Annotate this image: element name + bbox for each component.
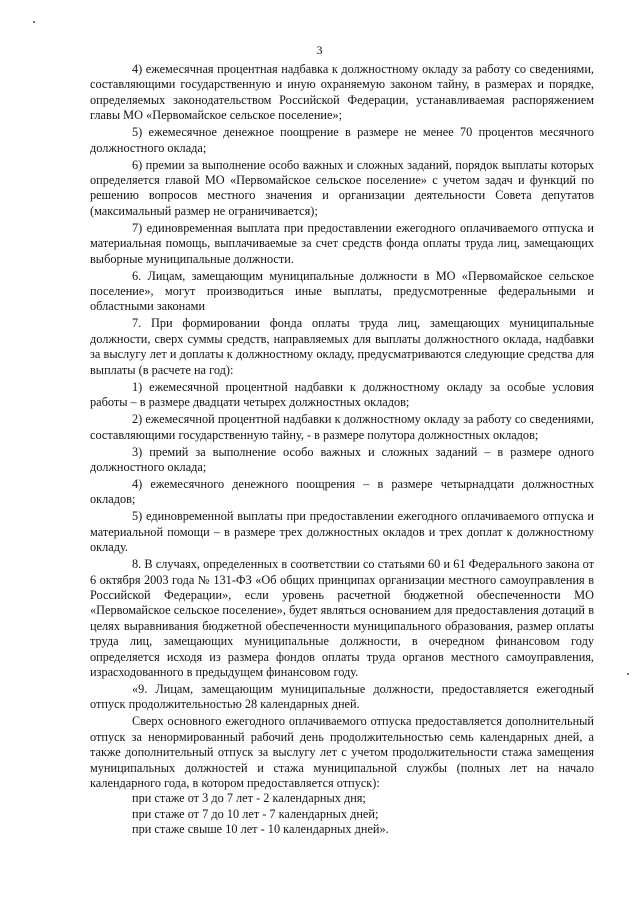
paragraph: 7) единовременная выплата при предоставлении ежегодного оплачиваемого отпуска и материальная помощь, выплачиваемые за счет средств фонда оплаты труда лиц, замещающих выборные муниципальные должности.	[90, 220, 594, 266]
paragraph: 2) ежемесячной процентной надбавки к должностному окладу за работу со сведениями, составляющими государственную тайну, - в размере полутора должностных окладов;	[90, 412, 594, 442]
document-body	[90, 62, 594, 838]
list-item: при стаже свыше 10 лет - 10 календарных дней».	[132, 822, 389, 837]
paragraph: Сверх основного ежегодного оплачиваемого отпуска предоставляется дополнительный отпуск за ненормированный рабочий день продолжительностью семь календарных дней, а также дополнительный отпуск за выслугу лет с учетом продолжительности стажа замещения муниципальных должностей и стажа муниципальной службы (полных лет на начало календарного года, в котором предоставляется отпуск):	[90, 714, 594, 790]
scan-speck	[627, 673, 629, 675]
page-number: 3	[316, 43, 323, 57]
paragraph: 5) единовременной выплаты при предоставлении ежегодного оплачиваемого отпуска и материальной помощи – в размере трех должностных окладов и трех доплат к должностному окладу.	[90, 509, 594, 555]
paragraph: 3) премий за выполнение особо важных и сложных заданий – в размере одного должностного оклада;	[90, 444, 594, 474]
paragraph: 1) ежемесячной процентной надбавки к должностному окладу за особые условия работы – в размере двадцати четырех должностных окладов;	[90, 379, 594, 410]
scan-speck	[33, 21, 35, 23]
paragraph: 6) премии за выполнение особо важных и сложных заданий, порядок выплаты которых определяется главой МО «Первомайское сельское поселение» с учетом задач и функций по решению вопросов местного значения и организации деятельности Совета депутатов (максимальный размер не ограничивается);	[90, 157, 594, 218]
paragraph: 7. При формировании фонда оплаты труда лиц, замещающих муниципальные должности, сверх суммы средств, направляемых для выплаты должностного оклада, надбавки за выслугу лет и доплаты к должностному окладу, предусматриваются следующие средства для выплаты (в расчете на год):	[90, 316, 594, 377]
paragraph: 4) ежемесячная процентная надбавка к должностному окладу за работу со сведениями, составляющими государственную и иную охраняемую законом тайну, в размерах и порядке, определяемых законодательством Российской Федерации, устанавливаемая распоряжением главы МО «Первомайское сельское поселение»;	[90, 62, 594, 123]
paragraph: 6. Лицам, замещающим муниципальные должности в МО «Первомайское сельское поселение», могут производиться иные выплаты, предусмотренные федеральными и областными законами	[90, 268, 594, 314]
list-item: при стаже от 7 до 10 лет - 7 календарных дней;	[132, 806, 379, 821]
paragraph: 8. В случаях, определенных в соответствии со статьями 60 и 61 Федерального закона от 6 октября 2003 года № 131-ФЗ «Об общих принципах организации местного самоуправления в Российской Федерации», если уровень расчетной бюджетной обеспеченности МО «Первомайское сельское поселение», будет являться основанием для предоставления дотаций в целях выравнивания бюджетной обеспеченности муниципального образования, размер оплаты труда лиц, замещающих муниципальные должности, в очередном финансовом году определяется исходя из размера фондов оплаты труда органов местного самоуправления, израсходованного в предыдущем финансовом году.	[90, 557, 594, 679]
paragraph: «9. Лицам, замещающим муниципальные должности, предоставляется ежегодный отпуск продолжительностью 28 календарных дней.	[90, 681, 594, 712]
paragraph: 4) ежемесячного денежного поощрения – в размере четырнадцати должностных окладов;	[90, 476, 594, 507]
list-item: при стаже от 3 до 7 лет - 2 календарных дня;	[132, 791, 366, 806]
paragraph: 5) ежемесячное денежное поощрение в размере не менее 70 процентов месячного должностного оклада;	[90, 125, 594, 155]
